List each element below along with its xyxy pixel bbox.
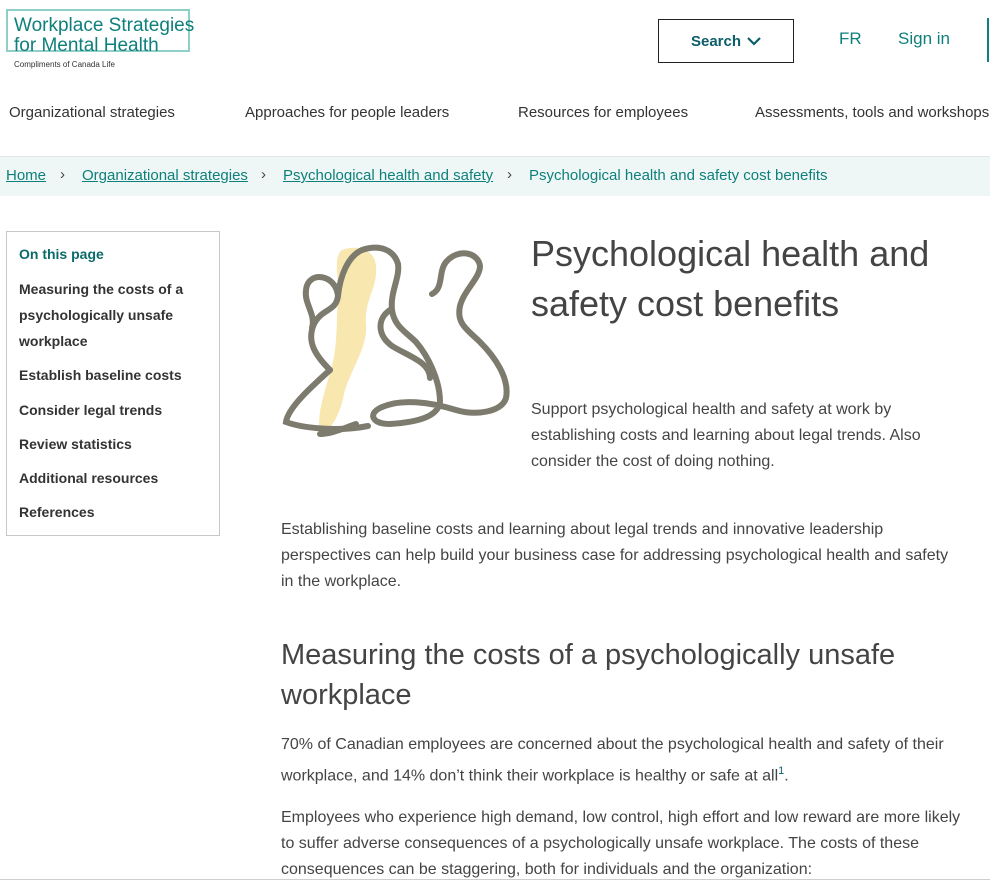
nav-item-assessments-tools-workshops[interactable]: Assessments, tools and workshops xyxy=(755,104,990,121)
search-button[interactable] xyxy=(658,19,794,63)
nav-item-organizational-strategies[interactable]: Organizational strategies xyxy=(9,104,175,121)
body-paragraph-end: . xyxy=(784,767,789,785)
toc-link-additional-resources[interactable]: Additional resources xyxy=(19,470,159,486)
breadcrumb-current-page: Psychological health and safety cost benefits xyxy=(529,167,828,184)
nav-item-approaches-for-people-leaders[interactable]: Approaches for people leaders xyxy=(245,104,450,121)
intro-paragraph: Establishing baseline costs and learning about legal trends and innovative leadership perspectives can help build your business case for addressing psychological health and safety in the workplace. xyxy=(281,521,949,590)
search-button-label: Search xyxy=(690,32,742,50)
body-paragraph xyxy=(281,732,961,789)
toc-link-consider-legal-trends[interactable]: Consider legal trends xyxy=(19,402,163,418)
body-paragraph-text: 70% of Canadian employees are concerned about the psychological health and safety of their workplace, and 14% don’t think their workplace is healthy or safe at all xyxy=(281,736,944,785)
body-paragraph: Employees who experience high demand, low control, high effort and low reward are more likely to suffer adverse consequences of a psychologically unsafe workplace. The costs of these consequences can be staggering, both for individuals and the organization: xyxy=(281,809,961,878)
logo-title-line1: Workplace Strategies xyxy=(14,15,195,36)
breadcrumb-home-link[interactable]: Home xyxy=(6,167,47,184)
people-illustration-icon xyxy=(280,238,516,438)
logo-title-line2: for Mental Health xyxy=(14,35,159,56)
toc-link-measuring-costs[interactable]: Measuring the costs of a psychologically unsafe workplace xyxy=(19,281,184,349)
section-heading: Measuring the costs of a psychologically unsafe workplace xyxy=(281,639,896,711)
sign-in-link[interactable]: Sign in xyxy=(898,29,950,48)
breadcrumb-separator-icon: › xyxy=(507,166,512,183)
on-this-page-nav xyxy=(6,231,220,536)
header-divider xyxy=(987,18,989,62)
main-nav xyxy=(0,100,990,130)
breadcrumb-separator-icon: › xyxy=(60,166,65,183)
chevron-down-icon xyxy=(747,33,761,50)
breadcrumb-organizational-strategies-link[interactable]: Organizational strategies xyxy=(82,167,248,184)
language-toggle-link[interactable]: FR xyxy=(839,29,862,48)
breadcrumb-separator-icon: › xyxy=(261,166,266,183)
footnote-link[interactable]: 1 xyxy=(778,765,785,777)
page-subtitle: Support psychological health and safety at work by establishing costs and learning about legal trends. Also consider the cost of doing nothing. xyxy=(531,401,921,470)
nav-item-resources-for-employees[interactable]: Resources for employees xyxy=(518,104,689,121)
breadcrumb xyxy=(0,156,990,196)
breadcrumb-psychological-health-link[interactable]: Psychological health and safety xyxy=(283,167,494,184)
toc-link-review-statistics[interactable]: Review statistics xyxy=(19,436,132,452)
page-title: Psychological health and safety cost benefits xyxy=(531,233,930,324)
toc-title: On this page xyxy=(19,246,104,262)
divider xyxy=(0,879,990,880)
logo-subtitle: Compliments of Canada Life xyxy=(14,60,115,69)
toc-link-establish-baseline-costs[interactable]: Establish baseline costs xyxy=(19,367,182,383)
toc-link-references[interactable]: References xyxy=(19,504,95,520)
